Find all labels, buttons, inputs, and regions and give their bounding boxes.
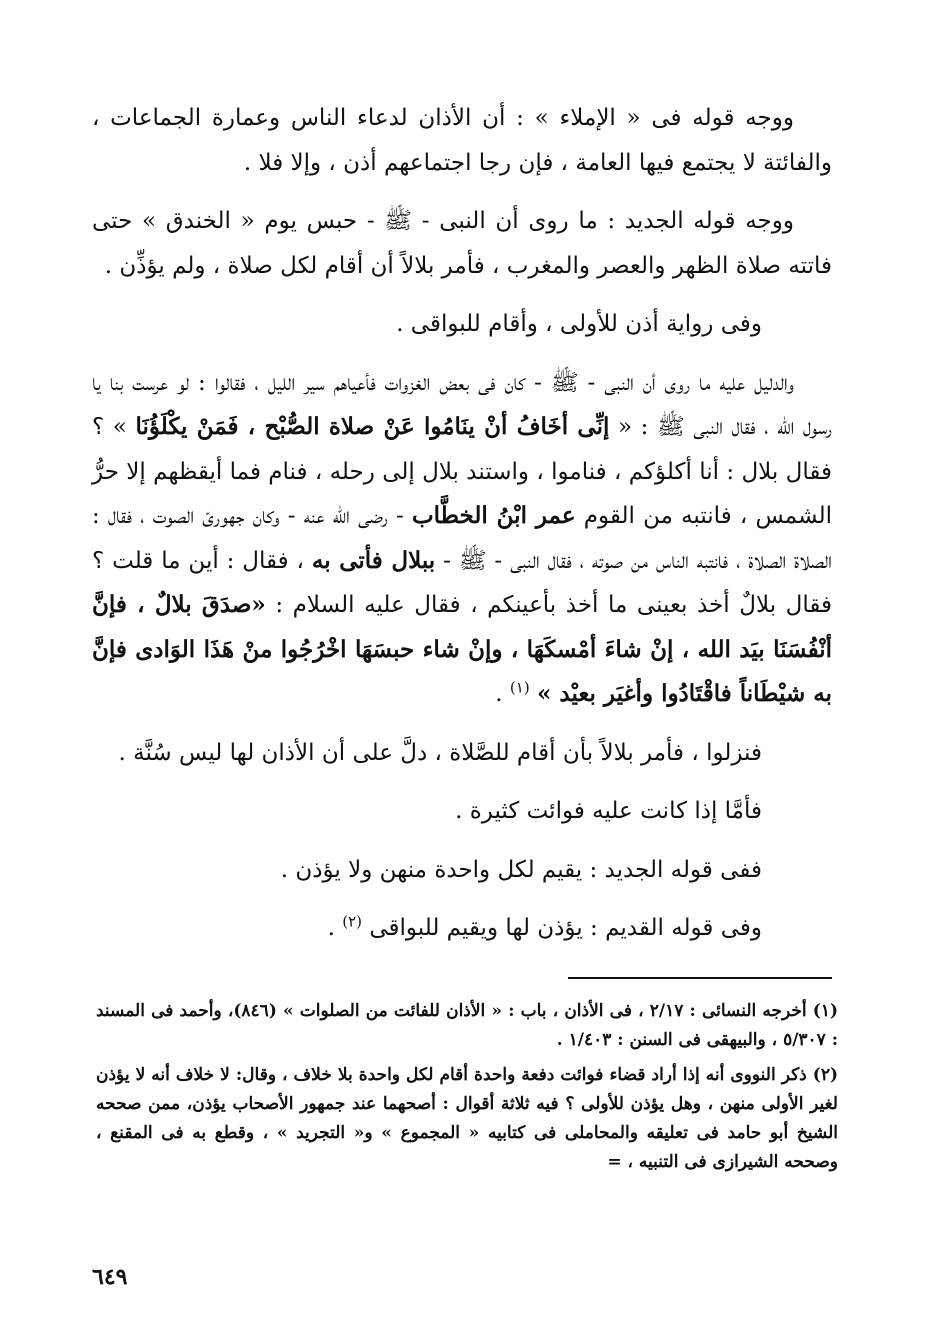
- footnote-ref-1: (١): [509, 678, 530, 697]
- evidence-middle-2: - رضى الله عنه - وكان جهورىّ الصوت ، فقال : الصلاة الصلاة ، فانتبه الناس من صوته ، فقال النبى - ﷺ -: [92, 503, 832, 574]
- footnote-2: (٢) ذكر النووى أنه إذا أراد قضاء فوائت دفعة واحدة أقام لكل واحدة بلا خلاف ، وقال: لا خلاف أنه لا يؤذن لغير الأولى منهن ، وهل يؤذن للأولى ؟ فيه ثلاثة أقوال : أصحهما عند جمهور الأصحاب يؤذن، ممن صححه الشيخ أبو حامد فى تعليقه والمحاملى فى كتابيه « المجموع » و« التجريد » ، وقطع به فى المقنع ، وصححه الشيرازى فى التنبيه ، =: [96, 1065, 838, 1172]
- paragraph-narration: وفى رواية أذن للأولى ، وأقام للبواقى .: [396, 311, 762, 337]
- hadith-quote-2: «صدَقَ بلالٌ ، فإنَّ أنْفُسَنَا بيَد الله ، إنْ شاءَ أمْسكَهَا ، وإنْ شاء حبسَهَا اخْرُجُوا منْ هَذَا الوَادى فإنَّ به شيْطَاناً فاقْتَادُوا وأغيَر بعيْد »: [92, 591, 832, 707]
- evidence-name-umar: عمر ابْنُ الخطَّاب: [412, 502, 576, 529]
- evidence-end: .: [495, 681, 503, 707]
- old-saying-end: .: [327, 915, 335, 941]
- page-number: ٦٤٩: [92, 1264, 128, 1290]
- paragraph-new-opinion: ووجه قوله الجديد : ما روى أن النبى - ﷺ - حبس يوم « الخندق » حتى فاتته صلاة الظهر والعصر والمغرب ، فأمر بلالاً أن أقام لكل صلاة ، ولم يؤذِّن .: [92, 208, 832, 279]
- footnotes: [96, 997, 838, 1183]
- evidence-intro: والدليل عليه ما روى أن النبى - ﷺ - كان فى بعض الغزوات فأعياهم سير الليل ، فقالوا : لو عرست بنا يا رسول الله ، فقال النبى ﷺ : «: [92, 369, 833, 440]
- hadith-quote-1: إنِّى أخَافُ أنْ ينَامُوا عَنْ صلاة الصُّبْح ، فَمَنْ يكْلَؤُنَا: [135, 413, 610, 440]
- evidence-middle-1: » ؟ فقال بلال : أنا أكلؤكم ، فناموا ، واستند بلال إلى رحله ، فنام فما أيقظهم إلا حرُّ الشمس ، فانتبه من القوم: [92, 414, 832, 529]
- paragraph-old-saying: [92, 906, 832, 951]
- footnote-divider: [568, 977, 832, 979]
- old-saying-text: وفى قوله القديم : يؤذن لها ويقيم للبواقى: [369, 915, 762, 941]
- footnote-ref-2: (٢): [342, 912, 363, 931]
- main-text-body: [92, 96, 832, 951]
- evidence-middle-3: ، فقال : أين ما قلت ؟ فقال بلالٌ أخذ بعينى ما أخذ بأعينكم ، فقال عليه السلام :: [92, 547, 833, 618]
- paragraph-evidence: [92, 361, 832, 717]
- paragraph-new-saying: ففى قوله الجديد : يقيم لكل واحدة منهن ولا يؤذن .: [280, 856, 762, 883]
- paragraph-conclusion: فنزلوا ، فأمر بلالاً بأن أقام للصَّلاة ، دلَّ على أن الأذان لها ليس سُنَّة .: [118, 739, 762, 766]
- paragraph-many-missed: فأمَّا إذا كانت عليه فوائت كثيرة .: [455, 798, 762, 824]
- evidence-name-bilal: ببلال فأتى به: [311, 546, 436, 574]
- footnote-1: (١) أخرجه النسائى : ٢/١٧ ، فى الأذان ، باب : « الأذان للفائت من الصلوات » (٨٤٦)، وأحمد فى المسند : ٥/٣٠٧ ، والبيهقى فى السنن : ١/٤٠٣ .: [96, 1001, 838, 1050]
- paragraph-imla: ووجه قوله فى « الإملاء » : أن الأذان لدعاء الناس وعمارة الجماعات ، والفائتة لا يجتمع فيها العامة ، فإن رجا اجتماعهم أذن ، وإلا فلا .: [92, 105, 832, 176]
